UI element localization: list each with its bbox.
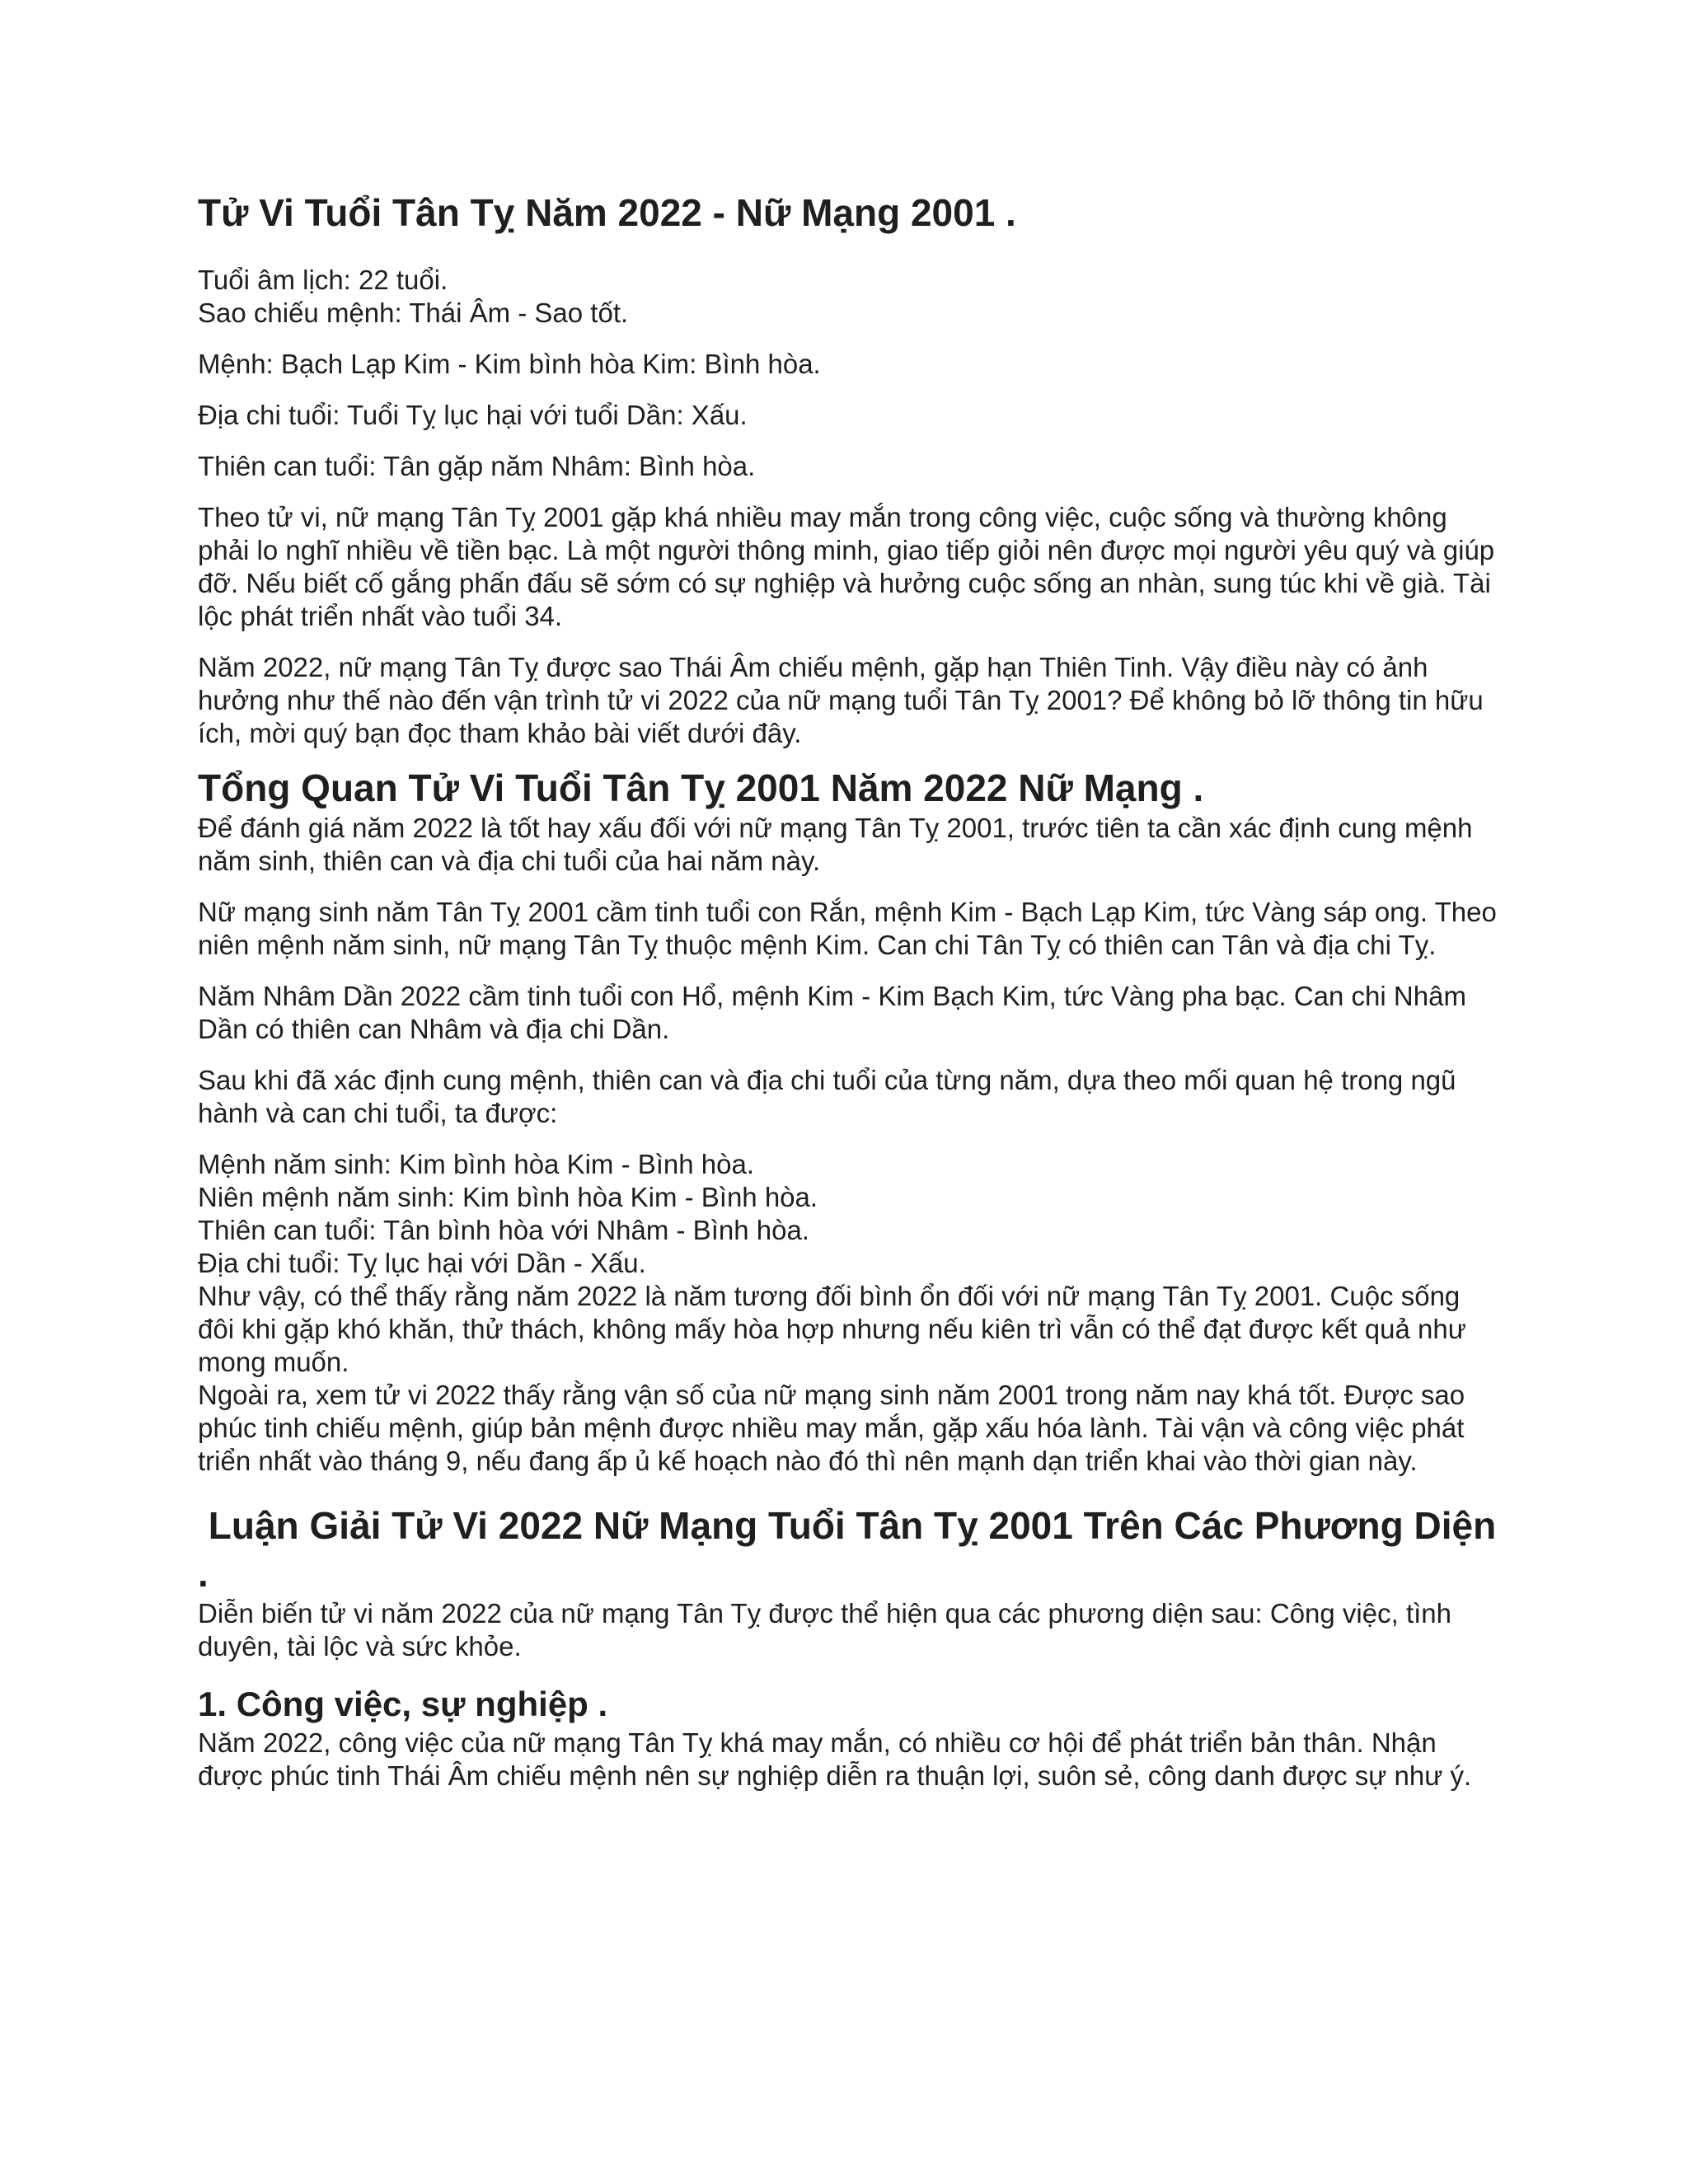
intro-line-age: Tuổi âm lịch: 22 tuổi. [198, 264, 448, 295]
list-item: Địa chi tuổi: Tỵ lục hại với Dần - Xấu. [198, 1248, 646, 1278]
intro-lines [198, 264, 1500, 330]
intro-paragraph-2: Năm 2022, nữ mạng Tân Tỵ được sao Thái Âm chiếu mệnh, gặp hạn Thiên Tinh. Vậy điều này có ảnh hưởng như thế nào đến vận trình tử vi 2022 của nữ mạng tuổi Tân Tỵ 2001? Để không bỏ lỡ thông tin hữu ích, mời quý bạn đọc tham khảo bài viết dưới đây. [198, 651, 1484, 748]
list-item: Mệnh năm sinh: Kim bình hòa Kim - Bình hòa. [198, 1149, 755, 1179]
overview-result-list [198, 1148, 1500, 1280]
menh-line: Mệnh: Bạch Lạp Kim - Kim bình hòa Kim: Bình hòa. [198, 348, 821, 379]
list-item: Niên mệnh năm sinh: Kim bình hòa Kim - Bình hòa. [198, 1182, 818, 1212]
dia-chi-line: Địa chi tuổi: Tuổi Tỵ lục hại với tuổi Dần: Xấu. [198, 399, 748, 430]
list-item: Thiên can tuổi: Tân bình hòa với Nhâm - Bình hòa. [198, 1215, 809, 1245]
document-title: Tử Vi Tuổi Tân Tỵ Năm 2022 - Nữ Mạng 2001 . [198, 191, 1016, 234]
overview-paragraph-4: Sau khi đã xác định cung mệnh, thiên can và địa chi tuổi của từng năm, dựa theo mối quan hệ trong ngũ hành và can chi tuổi, ta được: [198, 1065, 1456, 1128]
document-content [198, 190, 1507, 1811]
intro-paragraph-1: Theo tử vi, nữ mạng Tân Tỵ 2001 gặp khá nhiều may mắn trong công việc, cuộc sống và thường không phải lo nghĩ nhiều về tiền bạc. Là một người thông minh, giao tiếp giỏi nên được mọi người yêu quý và giúp đỡ. Nếu biết cố gắng phấn đấu sẽ sớm có sự nghiệp và hưởng cuộc sống an nhàn, sung túc khi về già. Tài lộc phát triển nhất vào tuổi 34. [198, 501, 1495, 631]
overview-paragraph-3: Năm Nhâm Dần 2022 cầm tinh tuổi con Hổ, mệnh Kim - Kim Bạch Kim, tức Vàng pha bạc. Can chi Nhâm Dần có thiên can Nhâm và địa chi Dần. [198, 981, 1466, 1044]
intro-line-star: Sao chiếu mệnh: Thái Âm - Sao tốt. [198, 297, 629, 328]
overview-paragraph-1: Để đánh giá năm 2022 là tốt hay xấu đối với nữ mạng Tân Tỵ 2001, trước tiên ta cần xác định cung mệnh năm sinh, thiên can và địa chi tuổi của hai năm này. [198, 813, 1473, 876]
career-paragraph-1: Năm 2022, công việc của nữ mạng Tân Tỵ khá may mắn, có nhiều cơ hội để phát triển bản thân. Nhận được phúc tinh Thái Âm chiếu mệnh nên sự nghiệp diễn ra thuận lợi, suôn sẻ, công danh được sự như ý. [198, 1727, 1472, 1791]
overview-paragraph-2: Nữ mạng sinh năm Tân Tỵ 2001 cầm tinh tuổi con Rắn, mệnh Kim - Bạch Lạp Kim, tức Vàng sáp ong. Theo niên mệnh năm sinh, nữ mạng Tân Tỵ thuộc mệnh Kim. Can chi Tân Tỵ có thiên can Tân và địa chi Tỵ. [198, 897, 1497, 960]
analysis-paragraph-1: Diễn biến tử vi năm 2022 của nữ mạng Tân Tỵ được thể hiện qua các phương diện sau: Công việc, tình duyên, tài lộc và sức khỏe. [198, 1598, 1451, 1661]
overview-paragraph-6: Ngoài ra, xem tử vi 2022 thấy rằng vận số của nữ mạng sinh năm 2001 trong năm nay khá tốt. Được sao phúc tinh chiếu mệnh, giúp bản mệnh được nhiều may mắn, gặp xấu hóa lành. Tài vận và công việc phát triển nhất vào tháng 9, nếu đang ấp ủ kế hoạch nào đó thì nên mạnh dạn triển khai vào thời gian này. [198, 1380, 1465, 1476]
section-heading-analysis: Luận Giải Tử Vi 2022 Nữ Mạng Tuổi Tân Tỵ 2001 Trên Các Phương Diện . [198, 1504, 1507, 1595]
overview-paragraph-5: Như vậy, có thể thấy rằng năm 2022 là năm tương đối bình ổn đối với nữ mạng Tân Tỵ 2001. Cuộc sống đôi khi gặp khó khăn, thử thách, không mấy hòa hợp nhưng nếu kiên trì vẫn có thể đạt được kết quả như mong muốn. [198, 1281, 1466, 1377]
section-heading-career: 1. Công việc, sự nghiệp . [198, 1685, 608, 1723]
section-heading-overview: Tổng Quan Tử Vi Tuổi Tân Tỵ 2001 Năm 2022 Nữ Mạng . [198, 766, 1204, 809]
thien-can-line: Thiên can tuổi: Tân gặp năm Nhâm: Bình hòa. [198, 450, 756, 481]
